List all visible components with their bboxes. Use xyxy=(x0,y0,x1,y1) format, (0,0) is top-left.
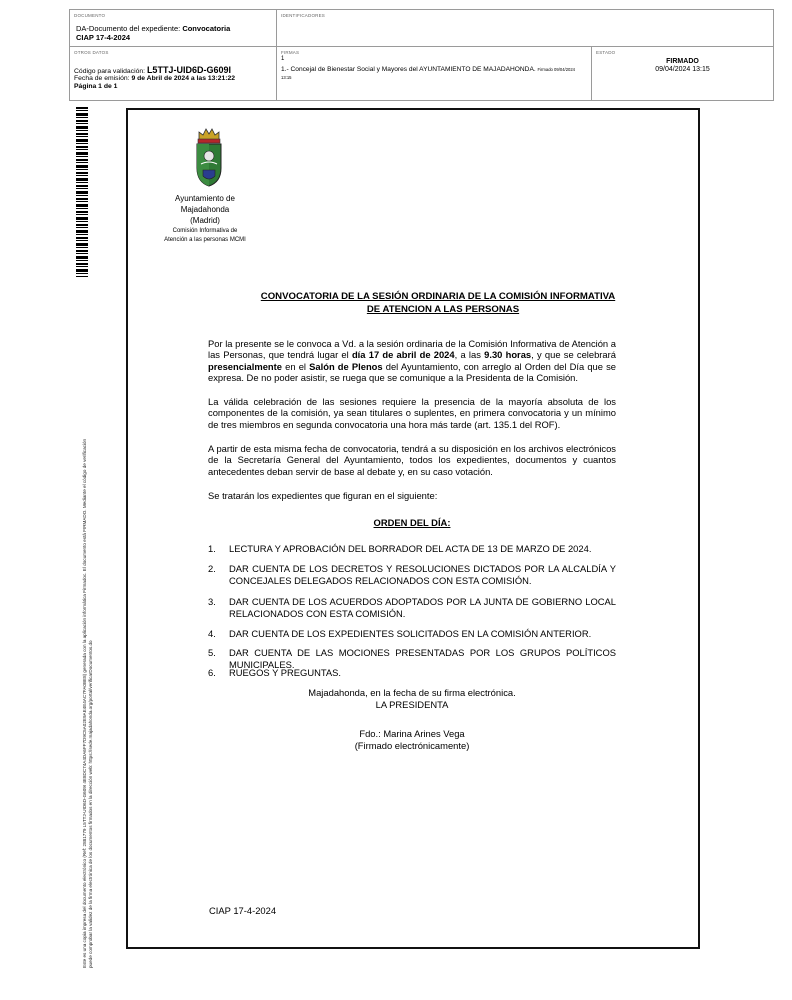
verification-side-text: Este es una copia impresa del documento electrónico (Ref: 2881779 L5TTJ-UID6D-G609I 4E8DC74A4DA6FF7D9C5A02E9AE4E4AC7FA0BE8) generada con la aplicación informática Firmadoc. El documento está FIRMADO. Mediante el código de verificación puede comprobar la validez de la firma electrónica de los documentos firmados en la dirección web: https://sede.majadahonda.org/portal/verificarDocumentos.do xyxy=(82,438,93,968)
paragraph-archivos: A partir de esta misma fecha de convocatoria, tendrá a su disposición en los archivos electrónicos de la Secretaría General del Ayuntamiento, todos los expedientes, documentos y cuantos antecedentes deban servir de base al debate y, en su caso votación. xyxy=(208,443,616,477)
signature-name: Fdo.: Marina Arines Vega xyxy=(359,728,465,739)
document-header-table xyxy=(69,9,774,101)
documento-label: DOCUMENTO xyxy=(74,13,106,18)
documento-name: DA-Documento del expediente: Convocatoria xyxy=(76,24,231,33)
estado-date: 09/04/2024 13:15 xyxy=(655,66,710,73)
otros-datos-cell xyxy=(70,47,277,100)
firmas-label: FIRMAS xyxy=(281,50,300,55)
firma-line: 1.- Concejal de Bienestar Social y Mayores del AYUNTAMIENTO DE MAJADAHONDA. Firmado 09/04/2024 xyxy=(281,66,576,73)
codigo-validacion: Código para validación: L5TTJ-UID6D-G609I xyxy=(74,65,231,75)
paragraph-quorum: La válida celebración de las sesiones requiere la presencia de la mayoría absoluta de los componentes de la comisión, ya sean titulares o suplentes, en primera convocatoria y un mínimo de tres miembros en segunda convocatoria una hora más tarde (art. 135.1 del ROF). xyxy=(208,396,616,430)
org-sub-line1: Comisión Informativa de xyxy=(172,228,238,234)
pagina-count: Página 1 de 1 xyxy=(74,83,118,90)
org-sub-line2: Atención a las personas MCMI xyxy=(164,237,246,243)
estado-value: FIRMADO xyxy=(666,58,699,65)
documento-cell xyxy=(70,10,277,47)
documento-ref: CIAP 17-4-2024 xyxy=(76,33,131,42)
org-name-line1: Ayuntamiento de xyxy=(175,194,235,203)
barcode xyxy=(76,107,88,277)
firmas-count: 1 xyxy=(281,56,285,62)
otros-datos-label: OTROS DATOS xyxy=(74,50,109,55)
document-title-line1: CONVOCATORIA DE LA SESIÓN ORDINARIA DE LA COMISIÓN INFORMATIVA xyxy=(260,291,616,302)
estado-label: ESTADO xyxy=(596,50,616,55)
firmas-cell xyxy=(277,47,592,100)
fecha-emision: Fecha de emisión: 9 de Abril de 2024 a las 13:21:22 xyxy=(74,75,236,82)
signature-note: (Firmado electrónicamente) xyxy=(354,740,470,751)
identificadores-cell xyxy=(277,10,773,47)
paragraph-convocatoria: Por la presente se le convoca a Vd. a la sesión ordinaria de la Comisión Informativa de Atención a las Personas, que tendrá lugar el día 17 de abril de 2024, a las 9.30 horas, y que se celebrará presencialmente en el Salón de Plenos del Ayuntamiento, con arreglo al Orden del Día que se expresa. De no poder asistir, se ruega que se comunique a la Presidenta de la Comisión. xyxy=(208,338,617,384)
closing-role: LA PRESIDENTA xyxy=(375,699,449,710)
coat-of-arms-icon xyxy=(193,126,225,188)
footer-reference: CIAP 17-4-2024 xyxy=(209,905,277,916)
document-title-line2: DE ATENCION A LAS PERSONAS xyxy=(366,304,520,315)
org-name-line2: Majadahonda xyxy=(180,205,230,214)
codigo-value[interactable]: L5TTJ-UID6D-G609I xyxy=(146,65,231,75)
firma-time: 13:15 xyxy=(281,75,292,80)
estado-cell xyxy=(592,47,773,100)
org-name-line3: (Madrid) xyxy=(190,216,220,225)
documento-value: Convocatoria xyxy=(182,24,231,33)
orden-del-dia-heading: ORDEN DEL DÍA: xyxy=(373,517,451,528)
identificadores-label: IDENTIFICADORES xyxy=(281,13,326,18)
closing-place-date: Majadahonda, en la fecha de su firma electrónica. xyxy=(308,687,516,698)
paragraph-expedientes: Se tratarán los expedientes que figuran en el siguiente: xyxy=(208,490,438,501)
